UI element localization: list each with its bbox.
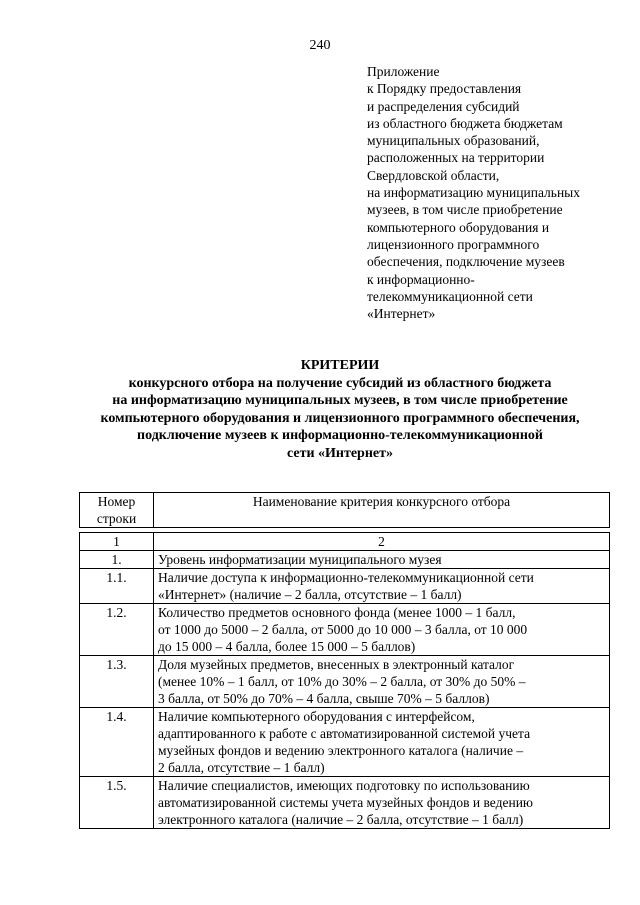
criterion-text: [154, 604, 610, 656]
table-row: [80, 708, 610, 777]
appendix-line: музеев, в том числе приобретение: [367, 202, 563, 218]
appendix-line: Приложение: [367, 64, 440, 79]
criterion-line: Наличие специалистов, имеющих подготовку по использованию: [158, 778, 530, 793]
table-row: [80, 604, 610, 656]
header-criterion-cell: Наименование критерия конкурсного отбора: [154, 493, 610, 528]
criterion-line: (менее 10% – 1 балл, от 10% до 30% – 2 балла, от 30% до 50% –: [158, 674, 526, 689]
criterion-line: до 15 000 – 4 балла, более 15 000 – 5 баллов): [158, 639, 416, 654]
appendix-line: из областного бюджета бюджетам: [367, 115, 563, 131]
appendix-line: к Порядку предоставления: [367, 81, 522, 97]
appendix-line: обеспечения, подключение музеев: [367, 254, 565, 270]
header-number-line: Номер: [97, 494, 136, 509]
criterion-line: Наличие компьютерного оборудования с интерфейсом,: [158, 709, 475, 724]
row-number: 1.5.: [80, 777, 154, 829]
criterion-line: Доля музейных предметов, внесенных в электронный каталог: [158, 657, 515, 672]
criterion-line: 3 балла, от 50% до 70% – 4 балла, свыше 70% – 5 баллов): [158, 691, 490, 706]
criterion-line: Количество предметов основного фонда (менее 1000 – 1 балл,: [158, 605, 516, 620]
appendix-line: на информатизацию муниципальных: [367, 185, 581, 201]
document-title: [60, 357, 620, 463]
appendix-line: лицензионного программного: [367, 236, 540, 252]
title-line: конкурсного отбора на получение субсидий из областного бюджета: [128, 375, 552, 391]
appendix-line: и распределения субсидий: [367, 98, 520, 114]
table-row: [80, 777, 610, 829]
criterion-line: «Интернет» (наличие – 2 балла, отсутствие – 1 балл): [158, 587, 462, 602]
appendix-line: к информационно-: [367, 271, 475, 287]
row-number: 1.4.: [80, 708, 154, 777]
criterion-line: от 1000 до 5000 – 2 балла, от 5000 до 10 000 – 3 балла, от 10 000: [158, 622, 528, 637]
criterion-line: 2 балла, отсутствие – 1 балл): [158, 760, 325, 775]
appendix-line: расположенных на территории: [367, 150, 545, 166]
criterion-text: [154, 777, 610, 829]
title-line: сети «Интернет»: [286, 445, 394, 461]
header-number-cell: [80, 493, 154, 528]
table-row: [80, 551, 610, 569]
title-heading: КРИТЕРИИ: [300, 358, 380, 373]
numbering-row: [80, 533, 610, 551]
appendix-line: Свердловской области,: [367, 167, 500, 183]
appendix-note: [367, 63, 629, 322]
appendix-line: компьютерного оборудования и: [367, 219, 550, 235]
page-number: 240: [309, 38, 331, 53]
row-number: 1.2.: [80, 604, 154, 656]
appendix-line: «Интернет»: [367, 306, 436, 322]
appendix-line: муниципальных образований,: [367, 133, 540, 149]
criteria-table-header: [79, 492, 610, 528]
title-line: подключение музеев к информационно-телекоммуникационной: [137, 428, 543, 444]
row-number: 1.1.: [80, 569, 154, 604]
numbering-cell: 1: [80, 533, 154, 551]
appendix-line: телекоммуникационной сети: [367, 288, 533, 304]
criterion-line: Уровень информатизации муниципального музея: [158, 552, 442, 567]
criterion-line: автоматизированной системы учета музейных фондов и ведению: [158, 795, 534, 810]
criterion-line: музейных фондов и ведению электронного каталога (наличие –: [158, 743, 524, 758]
title-line: на информатизацию муниципальных музеев, в том числе приобретение: [112, 393, 568, 409]
criterion-text: [154, 569, 610, 604]
header-number-line: строки: [96, 511, 137, 526]
criterion-text: [154, 656, 610, 708]
criterion-text: [154, 551, 610, 569]
criterion-line: адаптированного к работе с автоматизированной системой учета: [158, 726, 531, 741]
numbering-cell: 2: [154, 533, 610, 551]
criterion-line: электронного каталога (наличие – 2 балла, отсутствие – 1 балл): [158, 812, 524, 827]
criterion-line: Наличие доступа к информационно-телекоммуникационной сети: [158, 570, 534, 585]
table-row: [80, 569, 610, 604]
row-number: 1.: [80, 551, 154, 569]
row-number: 1.3.: [80, 656, 154, 708]
criterion-text: [154, 708, 610, 777]
title-line: компьютерного оборудования и лицензионного программного обеспечения,: [100, 410, 580, 426]
table-row: [80, 656, 610, 708]
criteria-table: [79, 532, 610, 829]
